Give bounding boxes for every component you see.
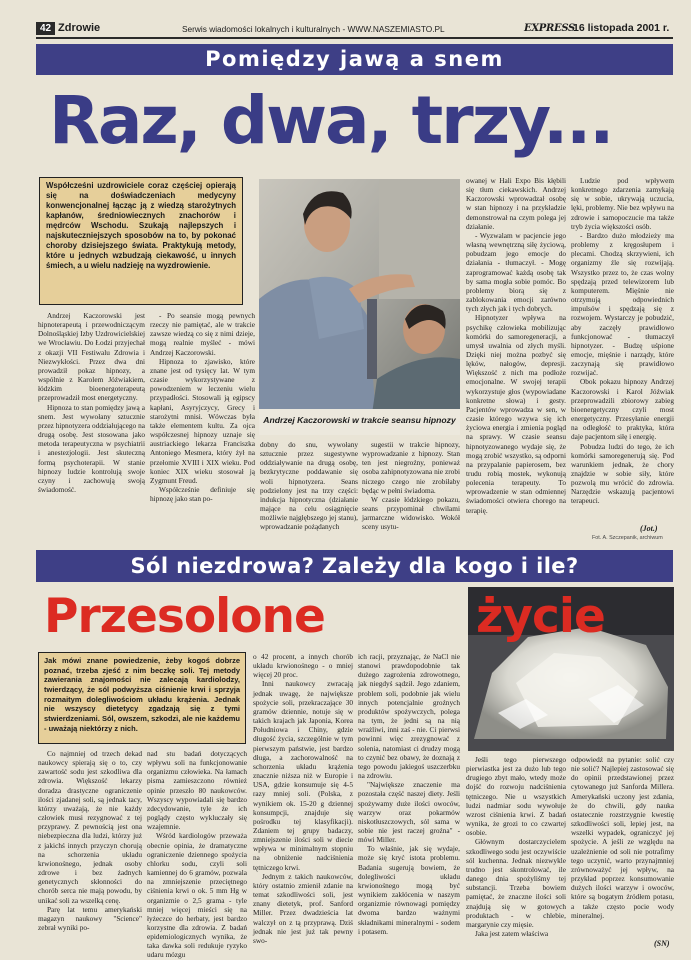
paragraph: sugestii w trakcie hipnozy, wyprowadzanie z hipnozy. Stan ten jest niegroźny, ponieważ osoba zahipnotyzowana nie zrobi niczego czego nie zrobiłaby będąc w pełni świadoma. — [362, 440, 460, 495]
paragraph: dobny do snu, wywołany sztucznie przez sugestywne oddziaływanie na drugą osobę, bezkrytyczne poddawanie się woli hipnotyzera. Seans podzielony jest na trzy części: indukcja hipnotyczna (działanie mające na celu osiągnięcie możliwie najgłębszego jej stanu), wprowadzanie pożądanych — [260, 440, 358, 532]
paragraph: - Bardzo dużo młodzieży ma problemy z kręgosłupem i plecami. Chodzą skrzywieni, ich organizmy źle się rozwijają. Wszystko przez to, że czas wolny spędzają przed telewizorem lub komputerem. Mięśnie nie otrzymują odpowiednich impulsów i spędzają się z rozwojem. Wystarczy je pobudzić, aby zaczęły prawidłowo funkcjonować - tłumaczył hipnotyzer. - Budzę uśpione emocje, mięśnie i narządy, które zaczynają się prawidłowo rozwijać. — [571, 230, 674, 378]
paragraph: Ludzie pod wpływem konkretnego zdarzenia zamykają się w sobie, ukrywają uczucia, lęki, problemy. Nie bez wpływu na zdrowie i samopoczucie ma także tryb życia większości osób. — [571, 176, 674, 231]
article1-col4 — [362, 440, 460, 543]
newspaper-logo: EXPRESS — [524, 23, 575, 34]
issue-date: 16 listopada 2001 r. — [573, 22, 670, 34]
paragraph: Andrzej Kaczorowski jest hipnoterapeutą i przewodniczącym Dolnośląskiej Izby Uzdrowicielskiej we Wrocławiu. Do Łodzi przyjechał z okazji VII Festiwalu Zdrowia i Niezwykłości. Przez dwa dni prowadził pokaz hipnozy, a wspólnie z Karolem Jóźwiakiem, łódzkim bioenergoterapeutą przeprowadził most energetyczny. — [38, 311, 145, 403]
article1-col3 — [260, 440, 358, 543]
paragraph: Jaka jest zatem właściwa — [475, 928, 549, 938]
paragraph: Wśród kardiologów przeważa obecnie opinia, że dramatyczne ograniczenie dziennego spożycia chlorku sodu, czyli soli kamiennej do 6 gramów, pozwala na zmniejszenie przeciętnego ciśnienia krwi o ok. 5 mm Hg w organizmie o 2,5 grama - tyle mniej więcej mieści się na łyżeczce do herbaty, jest bardzo korzystne dla zdrowia. Z badań epidemiologicznych wynika, że taka dawka soli redukuje ryzyko udaru mózgu — [147, 831, 247, 960]
paragraph: o 42 procent, a innych chorób układu krwionośnego - o mniej więcej 20 proc. — [253, 652, 353, 680]
article2-col1 — [38, 749, 142, 949]
hypnosis-photo-image — [259, 179, 460, 435]
paragraph: owanej w Hali Expo Bis kłębili się tłum ciekawskich. Andrzej Kaczorowski wprowadzał osobę w stan hipnozy i na przykładzie demonstrował na czym polega jej działanie. — [466, 176, 566, 231]
headline-2-part1: Przesolone — [44, 589, 325, 644]
paragraph: Współcześnie definiuje się hipnozę jako stan po- — [150, 484, 255, 504]
paragraph: "Największe znaczenie ma pozostała część naszej diety. Jeśli spożywamy duże ilości owoców, warzyw oraz pokarmów niskotłuszczowych, sól sama w sobie nie jest raczej groźna" - mówi Miller. — [358, 780, 460, 845]
paragraph: Hipnoza to zjawisko, które znane jest od tysięcy lat. W tym czasie wykorzystywane z powodzeniem w leczeniu wielu przypadłości. Stosowali ją egipscy kapłani, Asyryjczycy, Grecy i starożytni mnisi. Wówczas była także elementem kultu. Za ojca współczesnej hipnozy uznaje się austriackiego lekarza Franciszka Antoniego Mesmera, który żył na przełomie XVIII i XIX wieku. Pod koniec XIX wieku stosował ją Zygmunt Freud. — [150, 356, 255, 485]
article2-signature: (SN) — [654, 939, 670, 948]
paragraph: Pobudza ludzi do tego, że ich komórki samoregenerują się. Pod warunkiem jednak, że chory znajdzie w sobie siły, które pozwolą mu wrócić do zdrowia. Narzędzie wskazują pacjentowi terapeuci. — [571, 441, 674, 506]
article1-col5 — [466, 176, 566, 543]
paragraph: Hipnoza to stan pomiędzy jawą a snem. Jest wywołany sztucznie przez hipnotyzera oddziałującego na drugą osobę. Jest stosowana jako metoda terapeutyczna w psychiatrii i anestezjologii. Jest skuteczną formą psychoterapii. W stanie hipnozy ludzie kontrolują swoje czyny i zachowują swoją świadomość. — [38, 402, 145, 494]
article1-col6 — [571, 176, 674, 528]
paragraph: nad stu badań dotyczących wpływu soli na funkcjonowanie organizmu człowieka. Na łamach pisma zamieszczono również opinie przeszło 80 naukowców. Wszyscy wypowiadali się bardzo zdecydowanie, tyle że ich poglądy często wykluczały się wzajemnie. — [147, 749, 247, 832]
article2-col3 — [253, 652, 353, 949]
article1-col2 — [150, 311, 255, 543]
paragraph: Parę lat temu amerykański magazyn naukowy "Science" zebrał wyniki po- — [38, 904, 142, 932]
section-name: Zdrowie — [58, 22, 101, 34]
paragraph: Hipnotyzer wpływa na psychikę człowieka mobilizując komórki do samoregeneracji, a umysł uwalnia od złych myśli. Dzięki niej można pozbyć się lęków, nałogów, depresji. Większość z nich ma podłoże emocjonalne. W swojej terapii wykorzystuje głos (wypowiadane konkretne słowa) i gesty. Pacjentów wprowadza w sen, w czasie którego wzywa się ich życiowa energia i zmienia pogląd na sprawy. W czasie seansu hipnotyzowanego wydaje się, że mogą zrobić wszystko, są odporni na przypalanie papierosem, bez trudu robią mostek, wykonują polecenia terapeuty. To wprowadzenie w stan odmiennej świadomości otwiera chorego na terapię. — [466, 313, 566, 515]
paragraph: Co najmniej od trzech dekad naukowcy spierają się o to, czy zawartość sodu jest szkodliwa dla zdrowia. Większość lekarzy doradza drastyczne ograniczenie ilości zjadanej soli, są jednak tacy, którzy uważają, że nie każdy człowiek musi rezygnować z tej przyprawy. Z pewnością jest ona niebezpieczna dla ludzi, którzy już z jakichś innych przyczyn chorują na schorzenia układu krwionośnego, jednak osoby zdrowe i bez żadnych genetycznych skłonności do chorób serca nie mają powodu, by unikać soli za wszelką cenę. — [38, 749, 142, 905]
kicker-banner-2: Sól niezdrowa? Zależy dla kogo i ile? — [36, 550, 673, 582]
headline-2-part2: życie — [476, 589, 605, 644]
article2-col2 — [147, 749, 247, 960]
headline-1: Raz, dwa, trzy... — [49, 82, 613, 159]
header-rule — [36, 37, 673, 39]
paragraph: Inni naukowcy zwracają jednak uwagę, że największe spożycie soli, przekraczające 30 gramów dziennie, notuje się w takich krajach jak Japonia, Korea Południowa i Chiny, gdzie długość życia, szczególnie w tym pierwszym państwie, jest bardzo długa, a zachorowalność na schorzenia układu krążenia znacznie niższa niż w Europie i USA, gdzie konsumuje się 4-5 razy mniej soli. (Polska, z wynikiem ok. 15-20 g dziennej konsumpcji, znajduje się pośrodku tej klasyfikacji). Zdaniem tej grupy badaczy, zmniejszenie ilości soli w diecie wpływa w minimalnym stopniu na obniżenie nadciśnienia tętniczego krwi. — [253, 679, 353, 872]
paragraph: To właśnie, jak się wydaje, może się kryć istota problemu. Badania sugerują bowiem, że dolegliwości układu krwionośnego mogą być wynikiem zakłócenia w naszym organizmie równowagi pomiędzy dwoma bardzo ważnymi składnikami mineralnymi - sodem i potasem. — [358, 844, 460, 936]
lead-box-1: Współcześni uzdrowiciele coraz częściej opierają się na doświadczeniach medycyny konwencjonalnej łącząc ją z wiedzą starożytnych kapłanów, średniowiecznych znachorów i mędrców Wschodu. Szukają najlepszych i najskuteczniejszych sposobów na to, by pokonać choroby dzisiejszego świata. Praktykują metody, które u jednych wzbudzają ciekawość, u innych śmiech, a u wielu nadzieję na wyzdrowienie. — [39, 177, 243, 305]
hypnosis-photo — [259, 179, 460, 435]
paragraph: W czasie łódzkiego pokazu, seans przypominał chwilami jarmarczne widowisko. Wokół sceny usytu- — [362, 494, 460, 532]
paragraph: Jednym z takich naukowców, który ostatnio zmienił zdanie na temat szkodliwości soli, jest znany dietetyk, prof. Sanford Miller. Przez dwadzieścia lat walczył on z tą przyprawą. Dziś jednak nie jest już tak pewny swo- — [253, 871, 353, 945]
service-line: Serwis wiadomości lokalnych i kulturalnych - WWW.NASZEMIASTO.PL — [182, 24, 445, 34]
photo-credit: Fot. A. Szczepanik, archiwum — [592, 535, 663, 541]
paragraph: - Po seansie mogą pewnych rzeczy nie pamiętać, ale w trakcie zawsze wiedzą co się z nimi dzieje, mogą realnie myśleć - mówi Andrzej Kaczorowski. — [150, 311, 255, 357]
paragraph: odpowiedź na pytanie: solić czy nie solić? Najlepiej zastosować się do opinii przedstawionej przez cytowanego już Sanforda Millera. Amerykański uczony jest zdania, że do chwili, gdy nauka ostatecznie rozstrzygnie kwestię szkodliwości soli, lepiej jest, na wszelki wypadek, ograniczyć jej spożycie. A jeśli ze względu na uzależnienie od soli nie potrafimy tego uczynić, warto przynajmniej zrównoważyć jej wpływ, na przykład poprzez konsumowanie dużych ilości warzyw i owoców, które są bogatym źródłem potasu, a także często pocie wody mineralnej. — [571, 755, 674, 920]
paragraph: ich racji, przyznając, że NaCl nie stanowi prawdopodobnie tak dużego zagrożenia zdrowotnego, jak niegdyś sądził. Jego zdaniem, problem soli, podobnie jak wielu innych potencjalnie groźnych produktów spożywczych, polega na tym, że jedni są na nią wrażliwi, inni zaś - nie. Ci pierwsi powinni więc zrezygnować z solenia, natomiast ci drudzy mogą to czynić bez obawy, że doznają z tego powodu jakiegoś uszczerbku na zdrowiu. — [358, 652, 460, 781]
article2-col5 — [466, 755, 566, 949]
article2-col6 — [571, 755, 674, 940]
paragraph: Głównym dostarczycielem szkodliwego sodu jest oczywiście sól kuchenna. Jednak niezwykle trudno jest skontrolować, ile danego dnia spożyliśmy tej substancji. Trzeba bowiem pamiętać, że znaczne ilości soli znajdują się w gotowych produktach - w chlebie, margarynie czy mięsie. — [466, 837, 566, 929]
kicker-banner-1: Pomiędzy jawą a snem — [36, 44, 673, 75]
paragraph: - Wyzwalam w pacjencie jego własną wewnętrzną siłę życiową, pobudzam jego emocje do działania - tłumaczył. - Mogę zaprogramować każdą osobę tak by sama mogła sobie pomóc. Bo problemy biorą się z zablokowania emocji zarówno tych złych jak i tych dobrych. — [466, 230, 566, 314]
lead-box-2: Jak mówi znane powiedzenie, żeby kogoś dobrze poznać, trzeba zjeść z nim beczkę soli. Tej metody zawierania znajomości nie zalecają kardiolodzy, twierdzący, że sól podwyższa ciśnienie krwi i sprzyja rozmaitym dolegliwościom układu krążenia. Jednak nie wszyscy dietetycy zgadzają się z tymi stwierdzeniami. Sól, owszem, szkodzi, ale nie każdemu - uważają niektórzy z nich. — [38, 652, 246, 744]
article1-col1 — [38, 311, 145, 543]
paragraph: Jeśli tego pierwszego pierwiastka jest za dużo lub tego drugiego zbyt mało, wtedy może dojść do rozwoju nadciśnienia tętniczego. Nie u wszystkich ludzi nadmiar sodu wywołuje wzrost ciśnienia krwi. Z badań wynika, że grozi to co czwartej osobie. — [466, 755, 566, 838]
photo-caption: Andrzej Kaczorowski w trakcie seansu hipnozy — [263, 415, 456, 425]
article2-col4 — [358, 652, 460, 949]
page-header — [36, 22, 673, 36]
paragraph: Obok pokazu hipnozy Andrzej Kaczorowski i Karol Jóźwiak przeprowadzili zbiorowy zabieg bioenergetyczny czyli most energetyczny. Przesyłanie energii na odległość to praktyka, która daje pacjentom siłę i energię. — [571, 377, 674, 442]
page-number: 42 — [36, 22, 55, 35]
article1-signature: (Jot.) — [640, 524, 658, 533]
